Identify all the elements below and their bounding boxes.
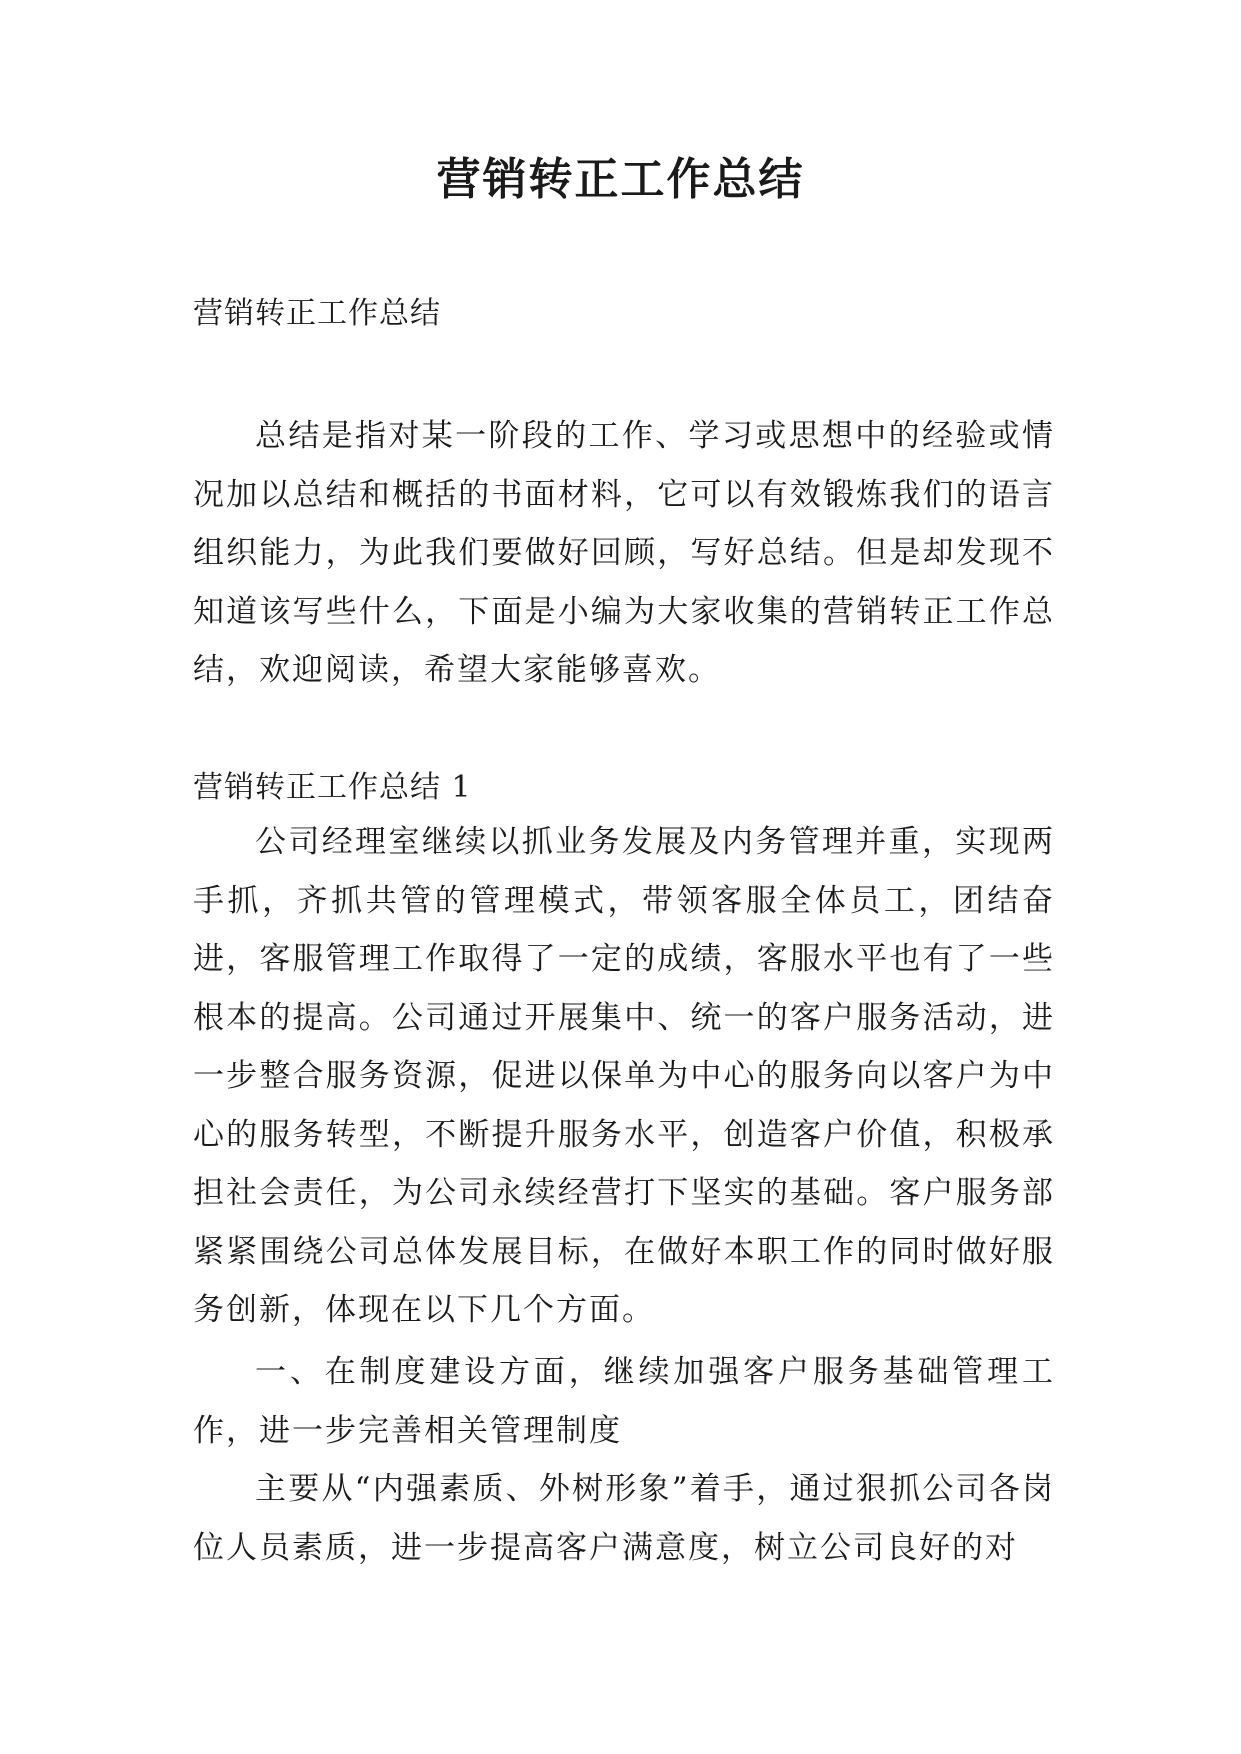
section-heading: 营销转正工作总结 1 [193,770,472,805]
body-paragraph: 一、在制度建设方面，继续加强客户服务基础管理工作，进一步完善相关管理制度 [193,1354,1055,1449]
body-paragraph: 公司经理室继续以抓业务发展及内务管理并重，实现两手抓，齐抓共管的管理模式，带领客服全体员工，团结奋进，客服管理工作取得了一定的成绩，客服水平也有了一些根本的提高。公司通过开展集中、统一的客户服务活动，进一步整合服务资源，促进以保单为中心的服务向以客户为中心的服务转型，不断提升服务水平，创造客户价值，积极承担社会责任，为公司永续经营打下坚实的基础。客户服务部紧紧围绕公司总体发展目标，在做好本职工作的同时做好服务创新，体现在以下几个方面。 [193,824,1055,1328]
intro-paragraph: 总结是指对某一阶段的工作、学习或思想中的经验或情况加以总结和概括的书面材料，它可以有效锻炼我们的语言组织能力，为此我们要做好回顾，写好总结。但是却发现不知道该写些什么，下面是小编为大家收集的营销转正工作总结，欢迎阅读，希望大家能够喜欢。 [193,418,1055,688]
document-subtitle: 营销转正工作总结 [193,296,441,331]
body-paragraph: 主要从“内强素质、外树形象”着手，通过狠抓公司各岗位人员素质，进一步提高客户满意度，树立公司良好的对 [193,1471,1055,1566]
document-title: 营销转正工作总结 [436,154,805,205]
